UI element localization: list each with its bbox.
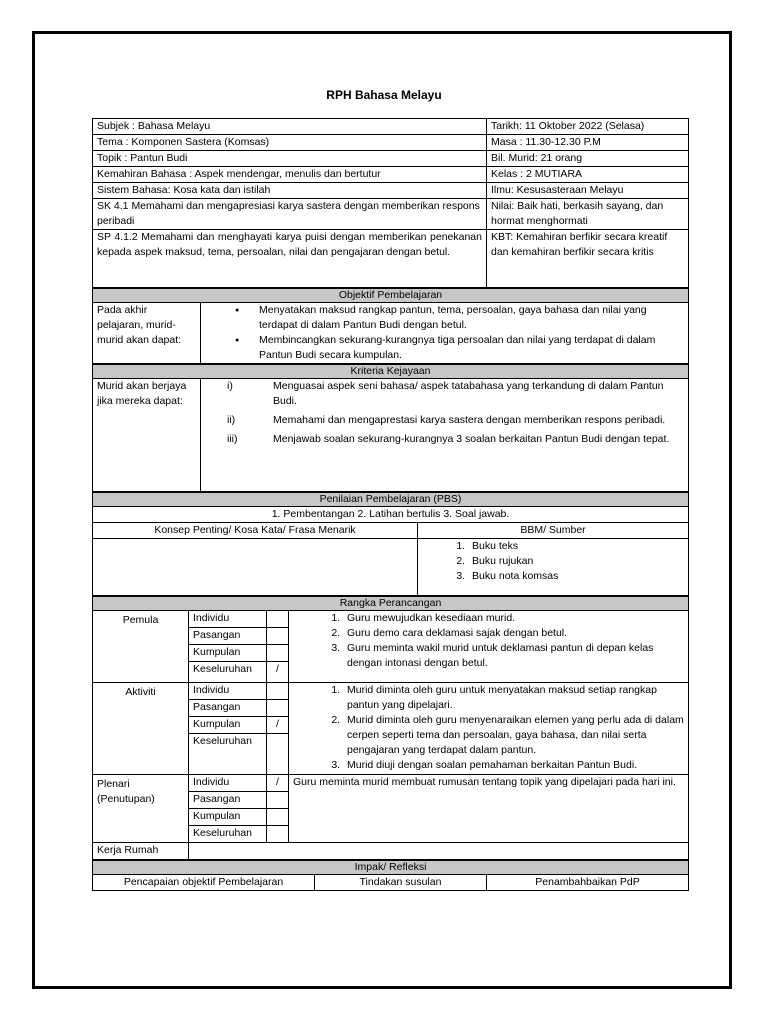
kemahiran-cell: Kemahiran Bahasa : Aspek mendengar, menulis dan bertutur bbox=[93, 167, 487, 183]
penilaian-methods: 1. Pembentangan 2. Latihan bertulis 3. Soal jawab. bbox=[93, 507, 689, 523]
objektif-label: Pada akhir pelajaran, murid-murid akan dapat: bbox=[93, 303, 201, 364]
tarikh-cell: Tarikh: 11 Oktober 2022 (Selasa) bbox=[487, 119, 689, 135]
mode-mark bbox=[267, 809, 289, 826]
mode-label: Keseluruhan bbox=[189, 662, 267, 683]
pemula-steps bbox=[289, 611, 689, 683]
bbm-header: BBM/ Sumber bbox=[418, 523, 689, 539]
objektif-header: Objektif Pembelajaran bbox=[93, 289, 689, 303]
tema-cell: Tema : Komponen Sastera (Komsas) bbox=[93, 135, 487, 151]
konsep-cell bbox=[93, 539, 418, 596]
kriteria-item bbox=[227, 379, 684, 409]
bil-murid-cell: Bil. Murid: 21 orang bbox=[487, 151, 689, 167]
mode-mark bbox=[267, 611, 289, 628]
aktiviti-label: Aktiviti bbox=[93, 683, 189, 775]
aktiviti-steps bbox=[289, 683, 689, 775]
mode-label: Pasangan bbox=[189, 628, 267, 645]
kerja-rumah-cell bbox=[189, 843, 689, 860]
mode-mark bbox=[267, 826, 289, 843]
nilai-cell: Nilai: Baik hati, berkasih sayang, dan hormat menghormati bbox=[487, 199, 689, 230]
mode-label: Keseluruhan bbox=[189, 734, 267, 775]
penilaian-header: Penilaian Pembelajaran (PBS) bbox=[93, 493, 689, 507]
impak-header: Impak/ Refleksi bbox=[93, 861, 689, 875]
kriteria-num: iii) bbox=[227, 433, 238, 445]
bbm-list bbox=[422, 539, 684, 584]
impak-col-pencapaian: Pencapaian objektif Pembelajaran bbox=[93, 875, 315, 891]
step-item: 1. Murid diminta oleh guru untuk menyatakan maksud setiap rangkap pantun yang dipelajari. bbox=[343, 683, 684, 713]
plenari-label: Plenari (Penutupan) bbox=[93, 775, 189, 843]
kriteria-text: Menjawab soalan sekurang-kurangnya 3 soalan berkaitan Pantun Budi dengan tepat. bbox=[273, 433, 670, 445]
mode-mark bbox=[267, 683, 289, 700]
step-item: 2. Guru demo cara deklamasi sajak dengan betul. bbox=[343, 626, 684, 641]
rangka-table bbox=[92, 596, 689, 860]
kriteria-item bbox=[227, 413, 684, 428]
rangka-header: Rangka Perancangan bbox=[93, 597, 689, 611]
step-item: 2. Murid diminta oleh guru menyenaraikan elemen yang perlu ada di dalam cerpen seperti tema dan persoalan, gaya bahasa, dan nilai serta pengajaran yang terdapat dalam pantun. bbox=[343, 713, 684, 758]
impak-col-tindakan: Tindakan susulan bbox=[315, 875, 487, 891]
pemula-label: Pemula bbox=[93, 611, 189, 683]
mode-mark: / bbox=[267, 775, 289, 792]
step-item: 1. Guru mewujudkan kesediaan murid. bbox=[343, 611, 684, 626]
mode-mark bbox=[267, 734, 289, 775]
pemula-list bbox=[293, 611, 684, 671]
kriteria-num: i) bbox=[227, 380, 233, 392]
info-table bbox=[92, 118, 689, 288]
kerja-rumah-label: Kerja Rumah bbox=[93, 843, 189, 860]
ilmu-cell: Ilmu: Kesusasteraan Melayu bbox=[487, 183, 689, 199]
mode-label: Pasangan bbox=[189, 792, 267, 809]
sk-cell: SK 4.1 Memahami dan mengapresiasi karya sastera dengan memberikan respons peribadi bbox=[93, 199, 487, 230]
step-item: 3. Guru meminta wakil murid untuk deklamasi pantun di depan kelas dengan intonasi dengan betul. bbox=[343, 641, 684, 671]
mode-label: Kumpulan bbox=[189, 809, 267, 826]
impak-table bbox=[92, 860, 689, 891]
kriteria-text: Memahami dan mengaprestasi karya sastera dengan memberikan respons peribadi. bbox=[273, 414, 666, 426]
mode-label: Individu bbox=[189, 683, 267, 700]
kriteria-num: ii) bbox=[227, 414, 236, 426]
objektif-item: ● Membincangkan sekurang-kurangnya tiga persoalan dan nilai yang terdapat di dalam Pantun Budi secara kumpulan. bbox=[259, 333, 684, 363]
document-title: RPH Bahasa Melayu bbox=[326, 88, 442, 102]
aktiviti-list bbox=[293, 683, 684, 773]
mode-mark bbox=[267, 792, 289, 809]
kriteria-text: Menguasai aspek seni bahasa/ aspek tatabahasa yang terkandung di dalam Pantun Budi. bbox=[273, 380, 664, 407]
impak-col-penambahbaikan: Penambahbaikan PdP bbox=[487, 875, 689, 891]
kriteria-label: Murid akan berjaya jika mereka dapat: bbox=[93, 379, 201, 492]
bbm-item: 1. Buku teks bbox=[468, 539, 684, 554]
mode-mark bbox=[267, 628, 289, 645]
kriteria-table bbox=[92, 364, 689, 492]
mode-label: Kumpulan bbox=[189, 717, 267, 734]
kriteria-item bbox=[227, 432, 684, 447]
mode-mark: / bbox=[267, 717, 289, 734]
objektif-table bbox=[92, 288, 689, 364]
bbm-item: 3. Buku nota komsas bbox=[468, 569, 684, 584]
topik-cell: Topik : Pantun Budi bbox=[93, 151, 487, 167]
mode-label: Individu bbox=[189, 775, 267, 792]
mode-mark bbox=[267, 645, 289, 662]
mode-label: Keseluruhan bbox=[189, 826, 267, 843]
kelas-cell: Kelas : 2 MUTIARA bbox=[487, 167, 689, 183]
sistem-cell: Sistem Bahasa: Kosa kata dan istilah bbox=[93, 183, 487, 199]
konsep-header: Konsep Penting/ Kosa Kata/ Frasa Menarik bbox=[93, 523, 418, 539]
objektif-list bbox=[205, 303, 684, 363]
plenari-text: Guru meminta murid membuat rumusan tentang topik yang dipelajari pada hari ini. bbox=[289, 775, 689, 843]
kbt-cell: KBT: Kemahiran berfikir secara kreatif dan kemahiran berfikir secara kritis bbox=[487, 230, 689, 288]
kriteria-header: Kriteria Kejayaan bbox=[93, 365, 689, 379]
mode-mark: / bbox=[267, 662, 289, 683]
mode-mark bbox=[267, 700, 289, 717]
sp-cell: SP 4.1.2 Memahami dan menghayati karya puisi dengan memberikan penekanan kepada aspek maksud, tema, persoalan, nilai dan pengajaran dengan betul. bbox=[93, 230, 487, 288]
objektif-item: ● Menyatakan maksud rangkap pantun, tema, persoalan, gaya bahasa dan nilai yang terdapat di dalam Pantun Budi dengan betul. bbox=[259, 303, 684, 333]
mode-label: Individu bbox=[189, 611, 267, 628]
masa-cell: Masa : 11.30-12.30 P.M bbox=[487, 135, 689, 151]
subjek-cell: Subjek : Bahasa Melayu bbox=[93, 119, 487, 135]
penilaian-table bbox=[92, 492, 689, 596]
lesson-plan-sheet bbox=[92, 118, 688, 891]
mode-label: Pasangan bbox=[189, 700, 267, 717]
bbm-item: 2. Buku rujukan bbox=[468, 554, 684, 569]
mode-label: Kumpulan bbox=[189, 645, 267, 662]
step-item: 3. Murid diuji dengan soalan pemahaman berkaitan Pantun Budi. bbox=[343, 758, 684, 773]
